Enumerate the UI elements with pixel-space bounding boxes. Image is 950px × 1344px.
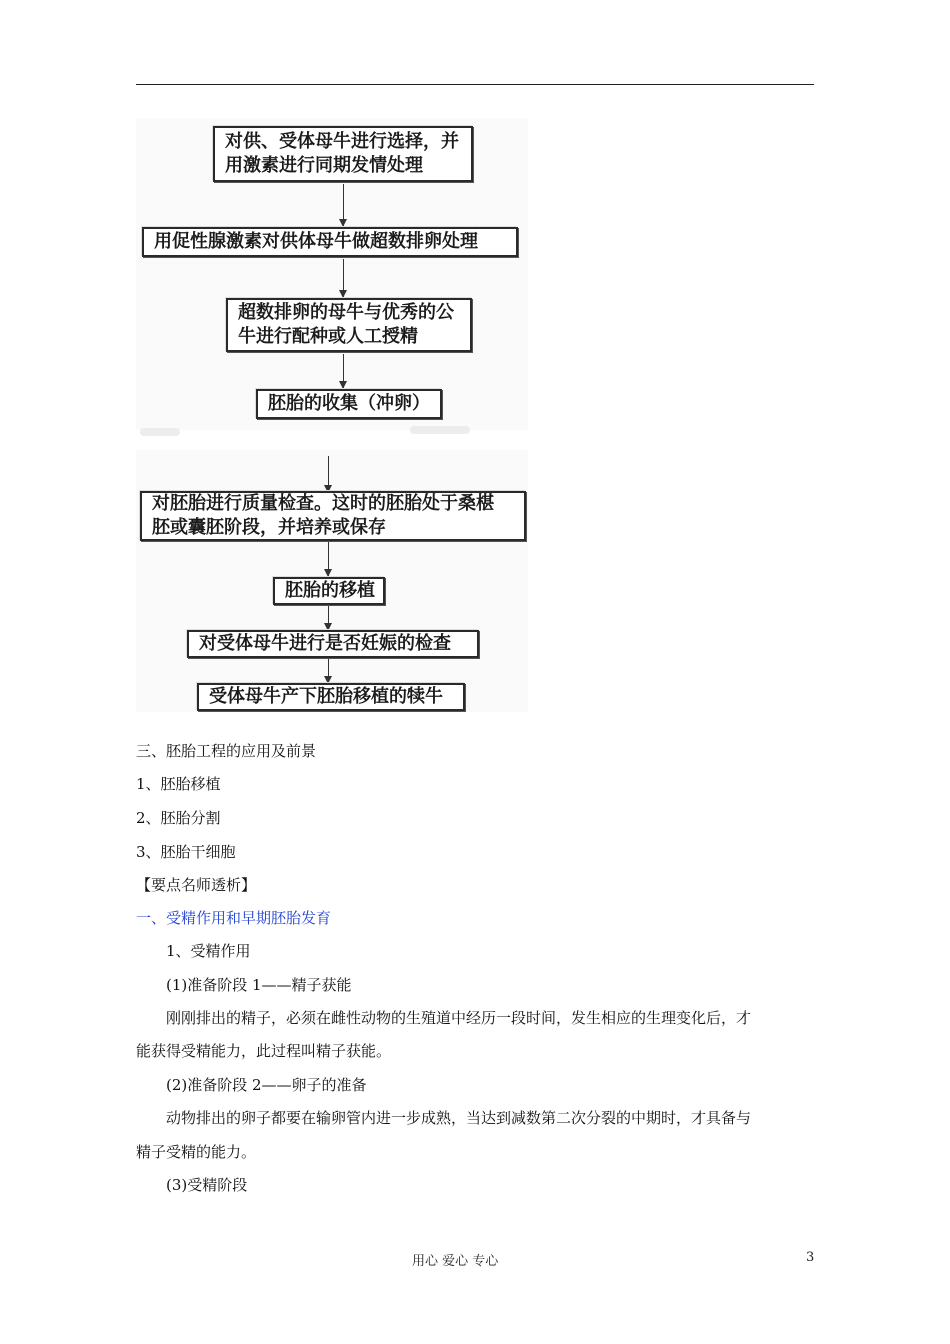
flow-arrow xyxy=(343,354,344,388)
flow-arrow xyxy=(328,659,329,683)
stage-1-paragraph-line-2: 能获得受精能力，此过程叫精子获能。 xyxy=(136,1042,392,1060)
flow-step-5-line-2: 胚或囊胚阶段，并培养或保存 xyxy=(152,517,386,538)
page-number: 3 xyxy=(806,1250,815,1265)
flow-step-2-line-1: 用促性腺激素对供体母牛做超数排卵处理 xyxy=(154,231,478,252)
list-item: 2、胚胎分割 xyxy=(136,809,221,827)
flow-step-2 xyxy=(142,227,518,257)
stage-2-paragraph-line-2: 精子受精的能力。 xyxy=(136,1143,257,1161)
flow-step-1-line-2: 用激素进行同期发情处理 xyxy=(225,155,423,176)
flow-step-3 xyxy=(226,298,472,352)
flow-arrow xyxy=(328,456,329,492)
flow-step-6-line-1: 胚胎的移植 xyxy=(285,580,375,601)
list-item: 3、胚胎干细胞 xyxy=(136,843,236,861)
flow-step-8-line-1: 受体母牛产下胚胎移植的犊牛 xyxy=(209,686,443,707)
list-item: 1、胚胎移植 xyxy=(136,775,221,793)
stage-3-title: (3)受精阶段 xyxy=(166,1176,248,1194)
flow-step-3-line-1: 超数排卵的母牛与优秀的公 xyxy=(238,302,454,323)
flow-arrow xyxy=(328,606,329,630)
key-points-heading: 【要点名师透析】 xyxy=(136,876,257,894)
header-rule xyxy=(136,84,814,85)
flow-step-6 xyxy=(273,577,385,605)
stage-1-paragraph-line-1: 刚刚排出的精子，必须在雌性动物的生殖道中经历一段时间，发生相应的生理变化后，才 xyxy=(166,1009,752,1027)
flow-step-4 xyxy=(256,389,442,419)
flow-arrow xyxy=(343,259,344,297)
section-3-title: 三、胚胎工程的应用及前景 xyxy=(136,742,317,760)
stage-2-paragraph-line-1: 动物排出的卵子都要在输卵管内进一步成熟，当达到减数第二次分裂的中期时，才具备与 xyxy=(166,1109,752,1127)
stage-2-title: (2)准备阶段 2——卵子的准备 xyxy=(166,1076,367,1094)
flow-step-1-line-1: 对供、受体母牛进行选择，并 xyxy=(225,131,459,152)
flow-step-7 xyxy=(187,630,479,658)
flow-step-8 xyxy=(197,683,465,711)
flow-step-3-line-2: 牛进行配种或人工授精 xyxy=(238,326,418,347)
flow-step-5-line-1: 对胚胎进行质量检查。这时的胚胎处于桑椹 xyxy=(152,493,494,514)
flow-step-4-line-1: 胚胎的收集（冲卵） xyxy=(268,393,430,414)
stage-1-title: (1)准备阶段 1——精子获能 xyxy=(166,976,352,994)
flow-arrow xyxy=(343,184,344,226)
flow-step-7-line-1: 对受体母牛进行是否妊娠的检查 xyxy=(199,633,451,654)
footer-motto: 用心 爱心 专心 xyxy=(412,1254,499,1269)
flow-step-5 xyxy=(140,491,526,541)
flow-arrow xyxy=(328,542,329,576)
subheading-fertilization: 1、受精作用 xyxy=(166,942,251,960)
flow-step-1 xyxy=(213,126,473,182)
section-1-heading: 一、受精作用和早期胚胎发育 xyxy=(136,909,332,927)
